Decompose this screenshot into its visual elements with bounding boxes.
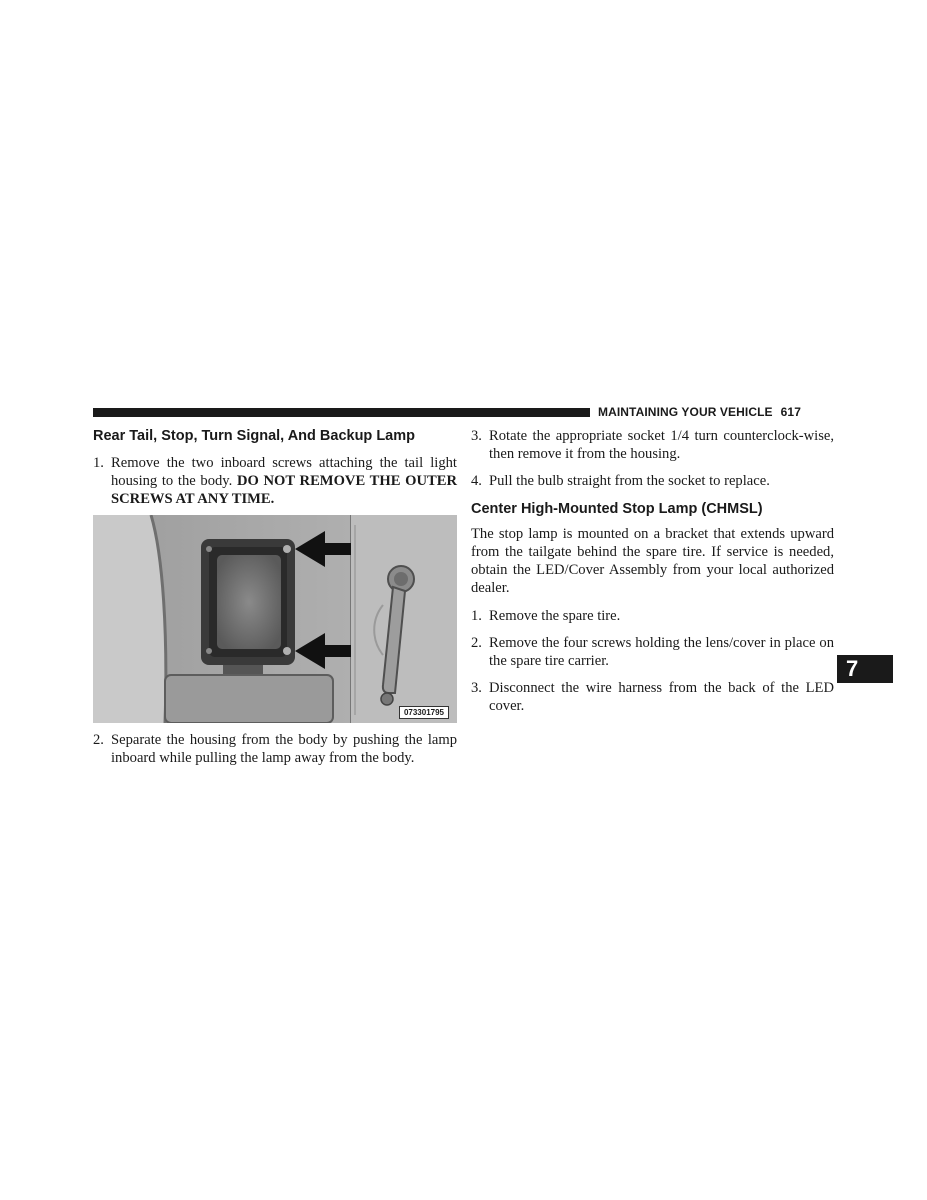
rear-lamp-steps-c	[471, 427, 834, 490]
section-title: MAINTAINING YOUR VEHICLE	[598, 405, 773, 419]
list-item: 3. Disconnect the wire harness from the back of the LED cover.	[471, 680, 834, 714]
chmsl-paragraph: The stop lamp is mounted on a bracket that extends upward from the tailgate behind the spare tire. If service is needed, obtain the LED/Cover Assembly from your local authorized dealer.	[471, 526, 834, 596]
page-number: 617	[780, 405, 801, 419]
chmsl-steps	[471, 607, 834, 715]
header-rule	[93, 408, 590, 417]
list-item: 3. Rotate the appropriate socket 1/4 turn counterclock-wise, then remove it from the housing.	[471, 428, 834, 462]
rear-lamp-steps-b	[93, 731, 457, 767]
chmsl-heading: Center High-Mounted Stop Lamp (CHMSL)	[471, 501, 763, 517]
right-column	[471, 427, 834, 715]
tail-lamp-photo	[93, 515, 457, 723]
image-id-label: 073301795	[399, 706, 449, 719]
list-item: 1. Remove the two inboard screws attaching the tail light housing to the body. DO NOT REMOVE THE OUTER SCREWS AT ANY TIME.	[93, 455, 457, 507]
list-item: 2. Separate the housing from the body by pushing the lamp inboard while pulling the lamp away from the body.	[93, 732, 457, 766]
warning-text: DO NOT REMOVE THE OUTER SCREWS AT ANY TIME.	[111, 473, 457, 507]
list-item: 2. Remove the four screws holding the lens/cover in place on the spare tire carrier.	[471, 635, 834, 669]
running-header	[598, 405, 838, 419]
rear-lamp-heading: Rear Tail, Stop, Turn Signal, And Backup Lamp	[93, 428, 415, 444]
list-item: 1. Remove the spare tire.	[471, 608, 621, 624]
left-column	[93, 427, 457, 767]
tail-lamp-illustration	[93, 515, 457, 723]
chapter-tab: 7	[837, 655, 893, 683]
list-item: 4. Pull the bulb straight from the socket to replace.	[471, 473, 770, 489]
rear-lamp-steps-a	[93, 454, 457, 508]
